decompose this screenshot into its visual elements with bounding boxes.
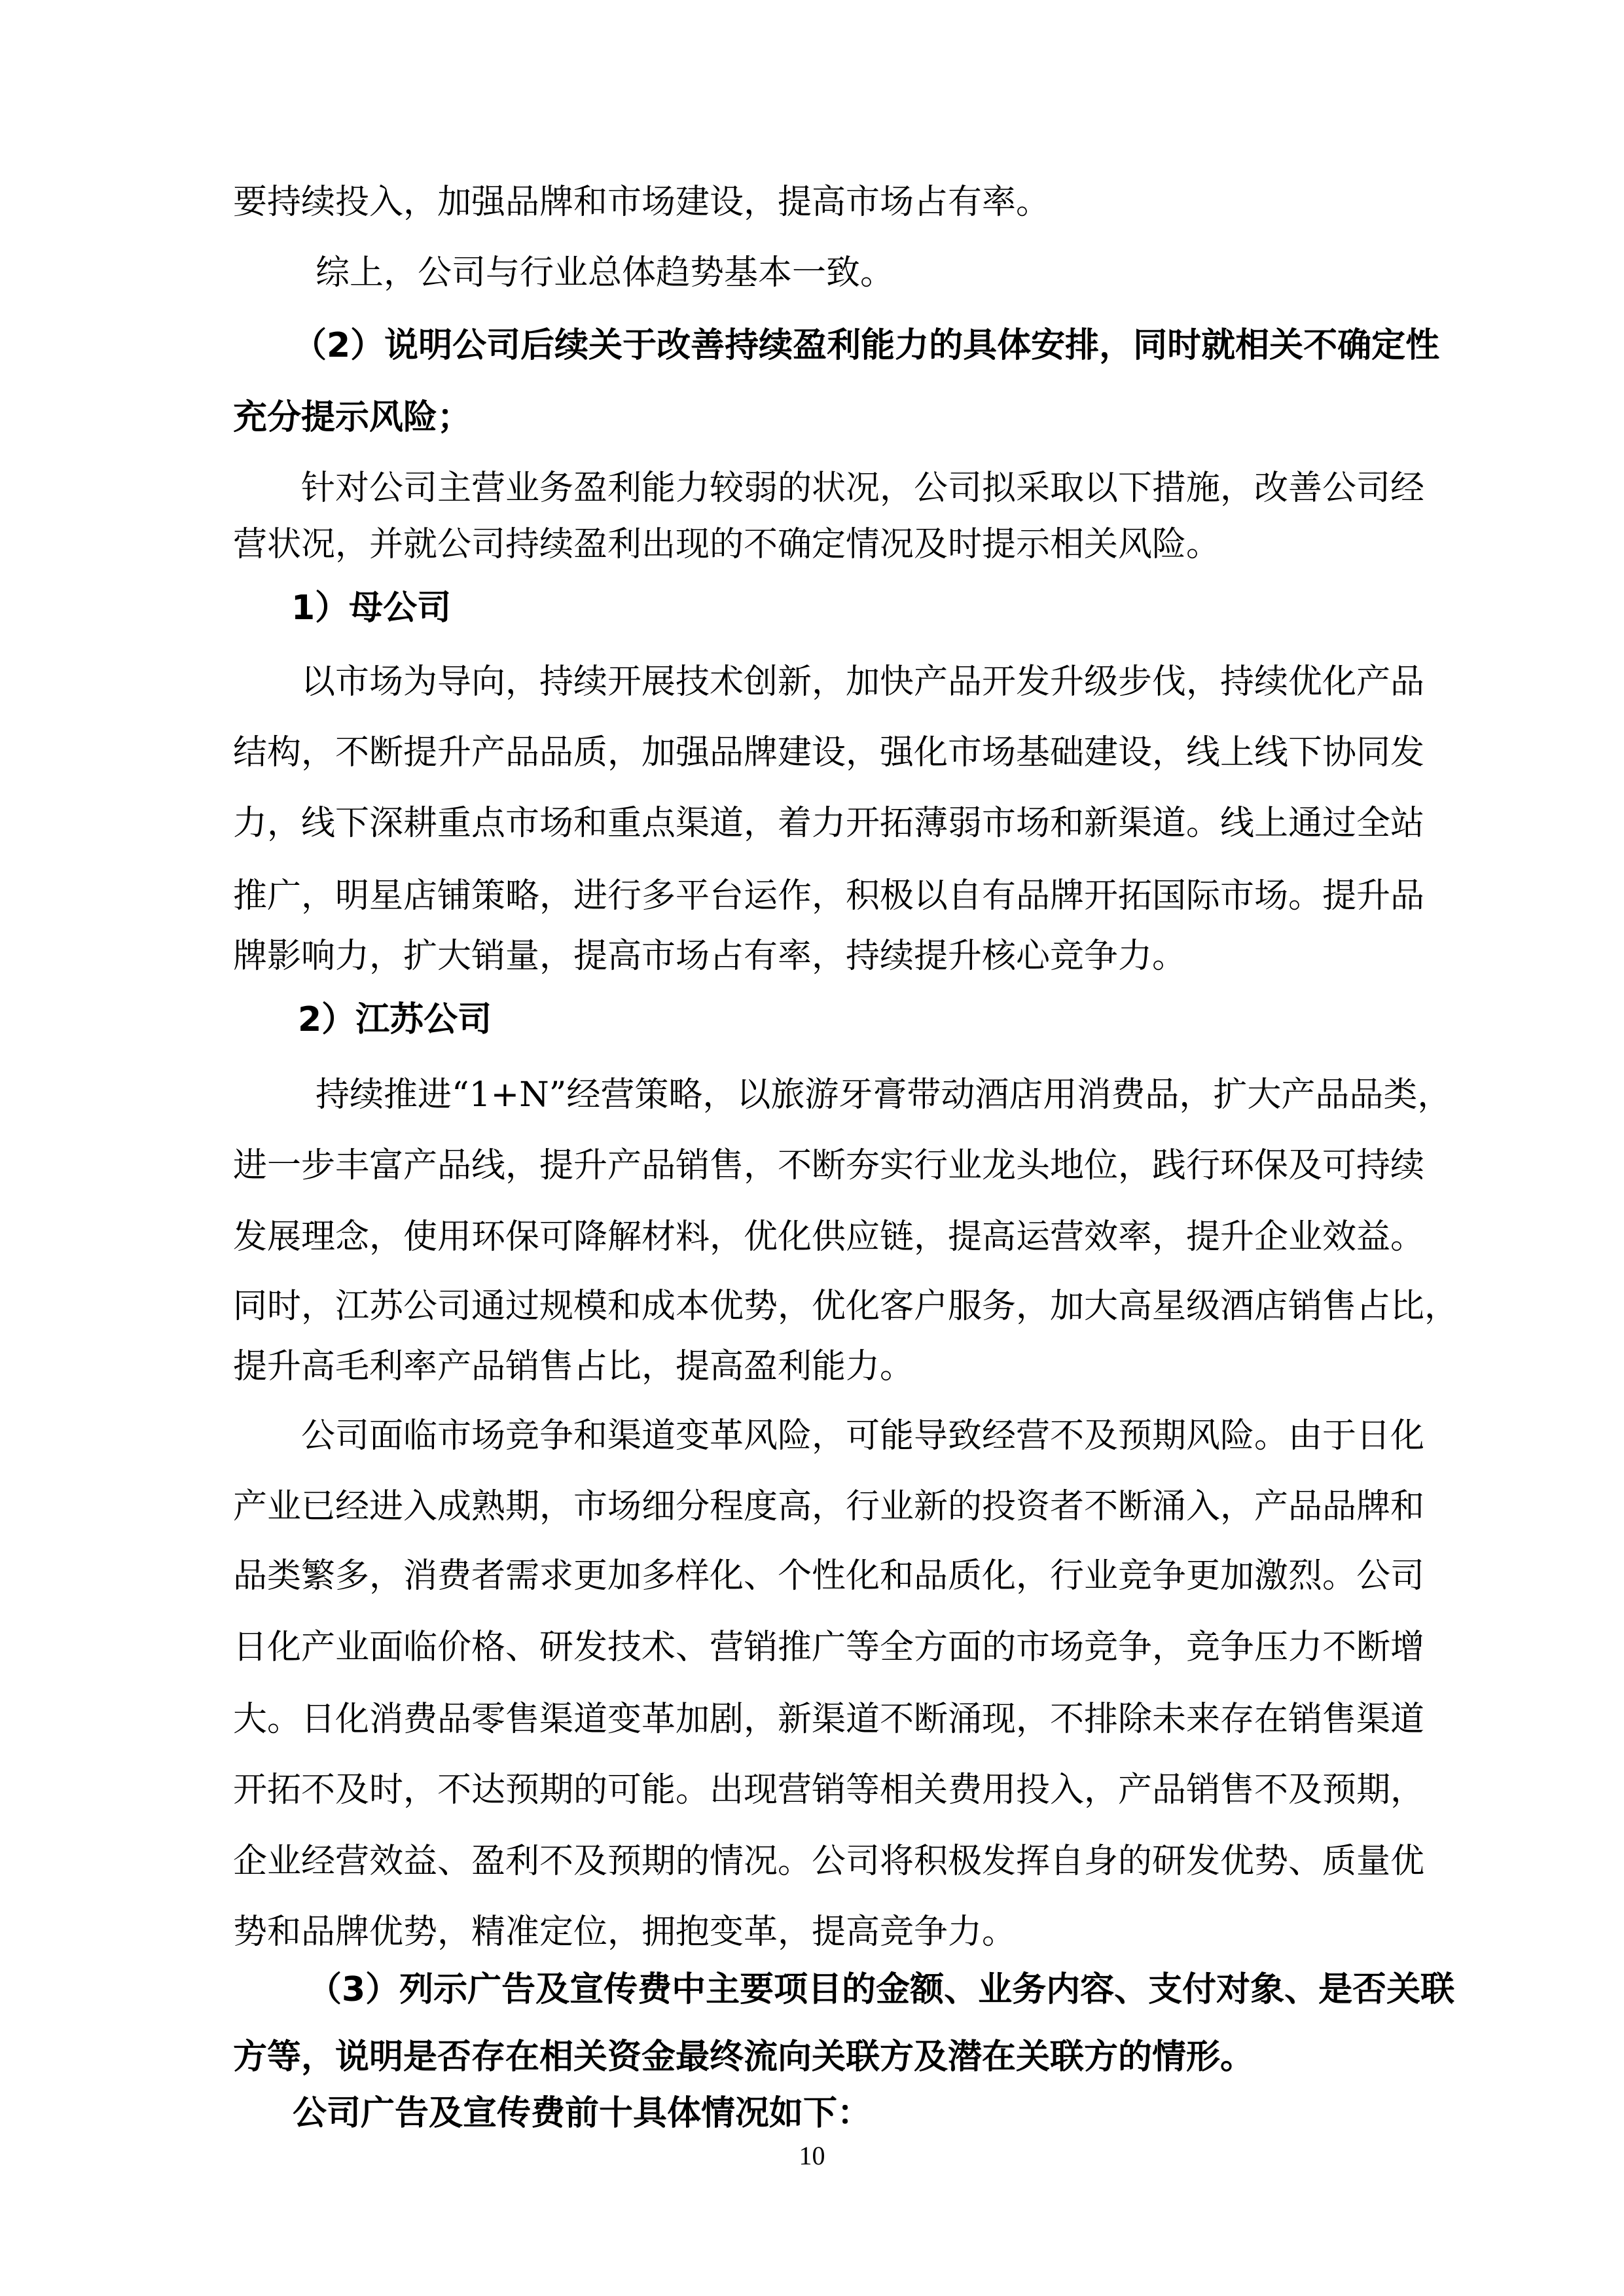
paragraph-line: 进一步丰富产品线，提升产品销售，不断夯实行业龙头地位，践行环保及可持续 bbox=[233, 1146, 1425, 1185]
paragraph-line: 以市场为导向，持续开展技术创新，加快产品开发升级步伐，持续优化产品 bbox=[301, 662, 1425, 702]
summary-line: 综上，公司与行业总体趋势基本一致。 bbox=[316, 253, 895, 293]
paragraph-line: 要持续投入，加强品牌和市场建设，提高市场占有率。 bbox=[233, 183, 1051, 222]
paragraph-line: 大。日化消费品零售渠道变革加剧，新渠道不断涌现，不排除未来存在销售渠道 bbox=[233, 1700, 1425, 1739]
paragraph-line: 牌影响力，扩大销量，提高市场占有率，持续提升核心竞争力。 bbox=[233, 937, 1187, 976]
paragraph-line: 产业已经进入成熟期，市场细分程度高，行业新的投资者不断涌入，产品品牌和 bbox=[233, 1487, 1425, 1526]
paragraph-line: 公司面临市场竞争和渠道变革风险，可能导致经营不及预期风险。由于日化 bbox=[301, 1416, 1425, 1456]
paragraph-line: 同时，江苏公司通过规模和成本优势，优化客户服务，加大高星级酒店销售占比， bbox=[233, 1287, 1459, 1326]
section-heading-3-cont: 方等，说明是否存在相关资金最终流向关联方及潜在关联方的情形。 bbox=[233, 2037, 1255, 2077]
paragraph-line: 提升高毛利率产品销售占比，提高盈利能力。 bbox=[233, 1347, 914, 1386]
paragraph-line: 推广，明星店铺策略，进行多平台运作，积极以自有品牌开拓国际市场。提升品 bbox=[233, 876, 1425, 916]
section-heading-2: （2）说明公司后续关于改善持续盈利能力的具体安排，同时就相关不确定性 bbox=[293, 326, 1440, 365]
paragraph-line: 日化产业面临价格、研发技术、营销推广等全方面的市场竞争，竞争压力不断增 bbox=[233, 1628, 1425, 1667]
paragraph-line: 品类繁多，消费者需求更加多样化、个性化和品质化，行业竞争更加激烈。公司 bbox=[233, 1556, 1425, 1596]
subheading-parent-company: 1）母公司 bbox=[291, 588, 452, 628]
paragraph-line: 力，线下深耕重点市场和重点渠道，着力开拓薄弱市场和新渠道。线上通过全站 bbox=[233, 804, 1425, 843]
paragraph-line: 针对公司主营业务盈利能力较弱的状况，公司拟采取以下措施，改善公司经 bbox=[301, 469, 1425, 508]
page-number: 10 bbox=[799, 2141, 825, 2170]
table-intro-line: 公司广告及宣传费前十具体情况如下： bbox=[293, 2094, 872, 2133]
paragraph-line: 营状况，并就公司持续盈利出现的不确定情况及时提示相关风险。 bbox=[233, 525, 1221, 564]
subheading-jiangsu-company: 2）江苏公司 bbox=[298, 1000, 492, 1039]
paragraph-line: 企业经营效益、盈利不及预期的情况。公司将积极发挥自身的研发优势、质量优 bbox=[233, 1842, 1425, 1881]
section-heading-3: （3）列示广告及宣传费中主要项目的金额、业务内容、支付对象、是否关联 bbox=[308, 1970, 1455, 2009]
paragraph-line: 持续推进“1+N”经营策略，以旅游牙膏带动酒店用消费品，扩大产品品类， bbox=[316, 1075, 1452, 1115]
paragraph-line: 发展理念，使用环保可降解材料，优化供应链，提高运营效率，提升企业效益。 bbox=[233, 1217, 1425, 1257]
paragraph-line: 势和品牌优势，精准定位，拥抱变革，提高竞争力。 bbox=[233, 1912, 1017, 1952]
paragraph-line: 结构，不断提升产品品质，加强品牌建设，强化市场基础建设，线上线下协同发 bbox=[233, 733, 1425, 772]
section-heading-2-cont: 充分提示风险； bbox=[233, 398, 472, 437]
paragraph-line: 开拓不及时，不达预期的可能。出现营销等相关费用投入，产品销售不及预期， bbox=[233, 1770, 1425, 1810]
